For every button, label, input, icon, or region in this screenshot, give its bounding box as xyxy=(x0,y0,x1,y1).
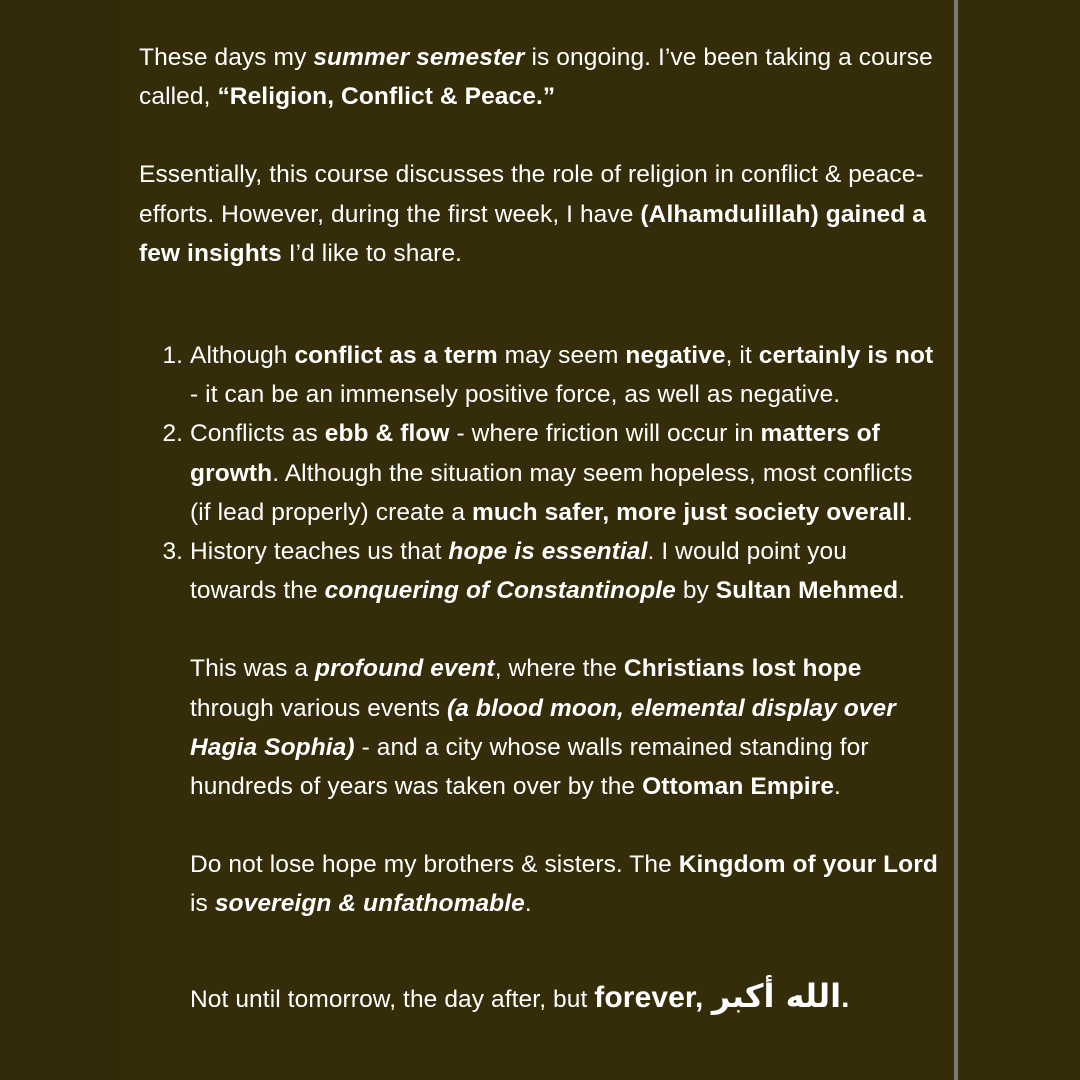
text-run: summer semester xyxy=(313,44,525,71)
text-run: profound event xyxy=(315,655,495,683)
emphasis xyxy=(315,655,495,682)
text-run: is ongoing. I’ve been taking a course called, xyxy=(139,44,933,111)
text-run: certainly is not xyxy=(758,342,934,370)
text-run: . I would point you towards the xyxy=(190,538,847,605)
emphasis xyxy=(325,577,676,604)
list-item xyxy=(190,532,939,1020)
text-run: - it can be an immensely positive force, as well as negative. xyxy=(190,381,841,409)
text-run: , where the xyxy=(494,655,624,683)
text-run: through various events xyxy=(190,694,447,722)
point-3-intro xyxy=(190,532,939,610)
point-3-block-3 xyxy=(190,845,939,923)
text-run: Conflicts as xyxy=(190,420,325,448)
text-run: much safer, more just society overall xyxy=(471,498,906,526)
point-3-closing-line xyxy=(190,976,939,1020)
text-run: , xyxy=(695,980,712,1014)
text-run: may seem xyxy=(497,342,626,370)
text-run: matters of growth xyxy=(190,420,880,487)
text-run: . Although the situation may seem hopeless, most conflicts (if lead properly) create a xyxy=(190,459,913,526)
text-run: Ottoman Empire xyxy=(642,773,835,801)
intro-paragraph-2 xyxy=(139,155,939,273)
right-margin xyxy=(957,0,1080,1080)
text-run: . xyxy=(841,980,850,1014)
text-run: Kingdom of your Lord xyxy=(678,851,938,879)
text-run: Not until tomorrow, the day after, but xyxy=(190,985,595,1013)
text-run: conquering of Constantinople xyxy=(324,577,676,605)
text-run: ebb & flow xyxy=(324,420,450,448)
takbir-arabic: الله أكبر xyxy=(711,976,842,1015)
text-run: . xyxy=(834,773,841,801)
text-run: Sultan Mehmed xyxy=(715,577,899,605)
text-run: . xyxy=(905,498,913,526)
intro-paragraph-1 xyxy=(139,38,939,116)
list-item xyxy=(190,414,939,532)
text-run: “Religion, Conflict & Peace.” xyxy=(217,83,556,111)
emphasis xyxy=(215,890,525,917)
text-run: (Alhamdulillah) gained a few insights xyxy=(139,200,926,267)
text-run: , it xyxy=(725,342,759,370)
text-run: This was a xyxy=(190,655,315,683)
text-run: by xyxy=(675,577,716,605)
text-run: hope is essential xyxy=(448,538,648,566)
point-3-block-2 xyxy=(190,649,939,806)
text-run: Essentially, this course discusses the role of religion in conflict & peace-efforts. However, during the first week, I have xyxy=(139,161,924,228)
text-run: (a blood moon, elemental display over Hagia Sophia) xyxy=(190,694,896,761)
list-item xyxy=(190,336,939,414)
insights-list xyxy=(139,336,939,1020)
post-body xyxy=(139,38,939,1020)
text-run: . xyxy=(524,890,532,918)
text-run: - where friction will occur in xyxy=(449,420,761,448)
text-run: conflict as a term xyxy=(294,342,498,370)
text-run: These days my xyxy=(139,44,314,71)
emphasis xyxy=(448,538,647,565)
text-run: Christians lost hope xyxy=(623,655,862,683)
text-run: . xyxy=(898,577,906,605)
text-run: History teaches us that xyxy=(190,538,449,566)
text-run: is xyxy=(190,890,215,918)
text-run: Do not lose hope my brothers & sisters. The xyxy=(190,851,679,879)
text-run: forever xyxy=(594,980,696,1014)
text-run: negative xyxy=(625,342,726,370)
text-run: sovereign & unfathomable xyxy=(214,890,525,918)
left-margin xyxy=(0,0,120,1080)
text-run: Although xyxy=(190,342,295,370)
emphasis xyxy=(313,44,524,71)
text-run: I’d like to share. xyxy=(281,239,463,267)
text-run: - and a city whose walls remained standing for hundreds of years was taken over by the xyxy=(190,733,869,801)
vertical-divider xyxy=(954,0,958,1080)
